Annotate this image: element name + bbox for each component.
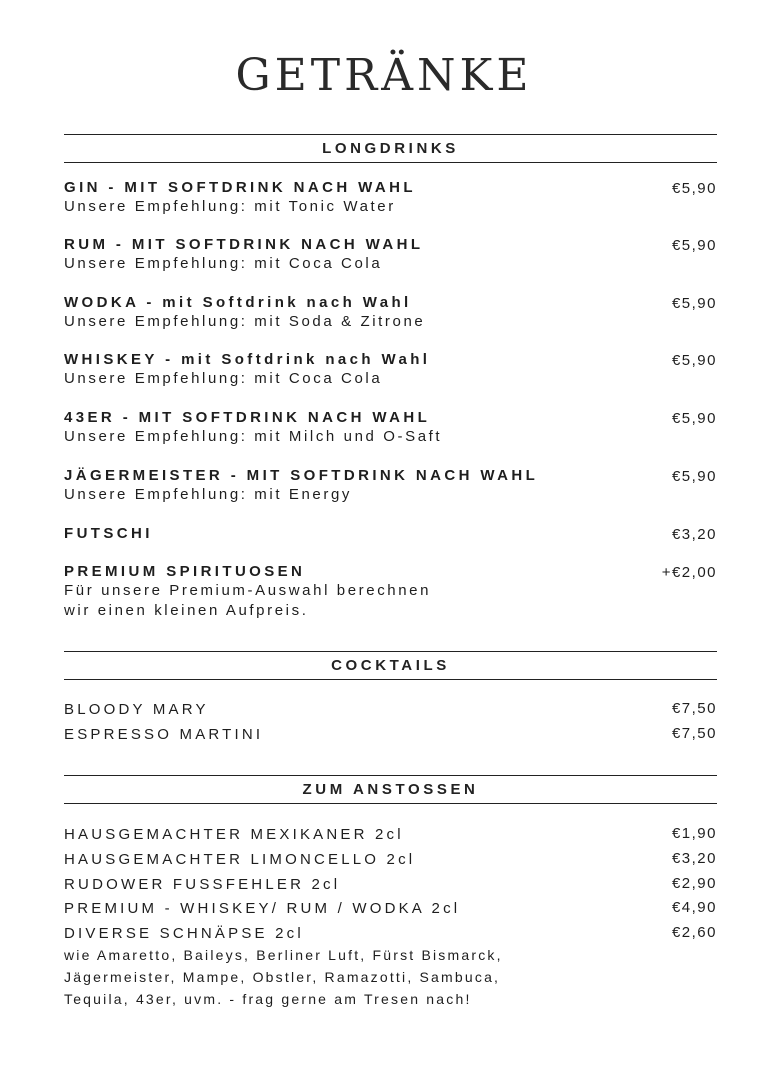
item-description: Für unsere Premium-Auswahl berechnen <box>64 582 432 599</box>
note-line: wie Amaretto, Baileys, Berliner Luft, Fürst Bismarck, <box>64 947 503 963</box>
item-name: WHISKEY - mit Softdrink nach Wahl <box>64 351 431 368</box>
item-name: RUDOWER FUSSFEHLER 2cl <box>64 876 341 893</box>
schnaepse-note <box>64 944 503 1010</box>
item-price: €7,50 <box>671 725 717 742</box>
item-price: €5,90 <box>671 295 717 312</box>
item-name: PREMIUM - WHISKEY/ RUM / WODKA 2cl <box>64 900 461 917</box>
item-name: 43ER - MIT SOFTDRINK NACH WAHL <box>64 409 431 426</box>
item-description: Unsere Empfehlung: mit Coca Cola <box>64 255 383 272</box>
item-description: Unsere Empfehlung: mit Soda & Zitrone <box>64 313 426 330</box>
section-header-zum-anstossen <box>64 775 717 803</box>
item-description: wir einen kleinen Aufpreis. <box>64 602 309 619</box>
menu-item-limoncello <box>64 850 717 869</box>
divider <box>64 803 717 804</box>
section-title: COCKTAILS <box>331 657 450 674</box>
item-price: +€2,00 <box>661 564 717 581</box>
menu-item-espresso-martini <box>64 725 717 744</box>
item-name: HAUSGEMACHTER LIMONCELLO 2cl <box>64 851 416 868</box>
item-name: WODKA - mit Softdrink nach Wahl <box>64 294 412 311</box>
menu-item-jaegermeister <box>64 466 717 505</box>
item-name: BLOODY MARY <box>64 701 209 718</box>
item-price: €3,20 <box>671 526 717 543</box>
menu-item-rudower-fussfehler <box>64 875 717 894</box>
item-description: Unsere Empfehlung: mit Milch und O-Saft <box>64 428 443 445</box>
item-price: €4,90 <box>671 899 717 916</box>
section-title: ZUM ANSTOSSEN <box>302 781 479 798</box>
divider <box>64 679 717 680</box>
divider <box>64 162 717 163</box>
item-price: €1,90 <box>671 825 717 842</box>
item-description: Unsere Empfehlung: mit Coca Cola <box>64 370 383 387</box>
menu-item-wodka <box>64 293 717 332</box>
item-name: ESPRESSO MARTINI <box>64 726 264 743</box>
section-header-longdrinks <box>64 134 717 162</box>
item-price: €5,90 <box>671 237 717 254</box>
item-price: €3,20 <box>671 850 717 867</box>
menu-item-diverse-schnaepse <box>64 924 717 943</box>
item-price: €2,90 <box>671 875 717 892</box>
divider <box>64 775 717 776</box>
menu-item-mexikaner <box>64 825 717 844</box>
section-title: LONGDRINKS <box>322 140 459 157</box>
item-name: PREMIUM SPIRITUOSEN <box>64 563 306 580</box>
menu-item-premium-spirituosen <box>64 562 717 621</box>
menu-item-premium-2cl <box>64 899 717 918</box>
note-line: Jägermeister, Mampe, Obstler, Ramazotti, Sambuca, <box>64 969 501 985</box>
menu-item-futschi <box>64 524 717 543</box>
item-name: DIVERSE SCHNÄPSE 2cl <box>64 925 304 942</box>
menu-item-whiskey <box>64 350 717 389</box>
note-line: Tequila, 43er, uvm. - frag gerne am Tresen nach! <box>64 991 472 1007</box>
item-price: €5,90 <box>671 180 717 197</box>
divider <box>64 134 717 135</box>
item-name: HAUSGEMACHTER MEXIKANER 2cl <box>64 826 404 843</box>
item-price: €5,90 <box>671 352 717 369</box>
page-title: GETRÄNKE <box>235 50 533 101</box>
section-header-cocktails <box>64 651 717 679</box>
item-price: €7,50 <box>671 700 717 717</box>
item-description: Unsere Empfehlung: mit Energy <box>64 486 352 503</box>
item-description: Unsere Empfehlung: mit Tonic Water <box>64 198 396 215</box>
item-name: GIN - MIT SOFTDRINK NACH WAHL <box>64 179 416 196</box>
item-name: FUTSCHI <box>64 525 153 542</box>
menu-item-rum <box>64 235 717 274</box>
item-price: €2,60 <box>671 924 717 941</box>
menu-item-43er <box>64 408 717 447</box>
item-name: JÄGERMEISTER - MIT SOFTDRINK NACH WAHL <box>64 467 539 484</box>
menu-item-gin <box>64 178 717 217</box>
divider <box>64 651 717 652</box>
item-name: RUM - MIT SOFTDRINK NACH WAHL <box>64 236 424 253</box>
item-price: €5,90 <box>671 410 717 427</box>
menu-item-bloody-mary <box>64 700 717 719</box>
item-price: €5,90 <box>671 468 717 485</box>
